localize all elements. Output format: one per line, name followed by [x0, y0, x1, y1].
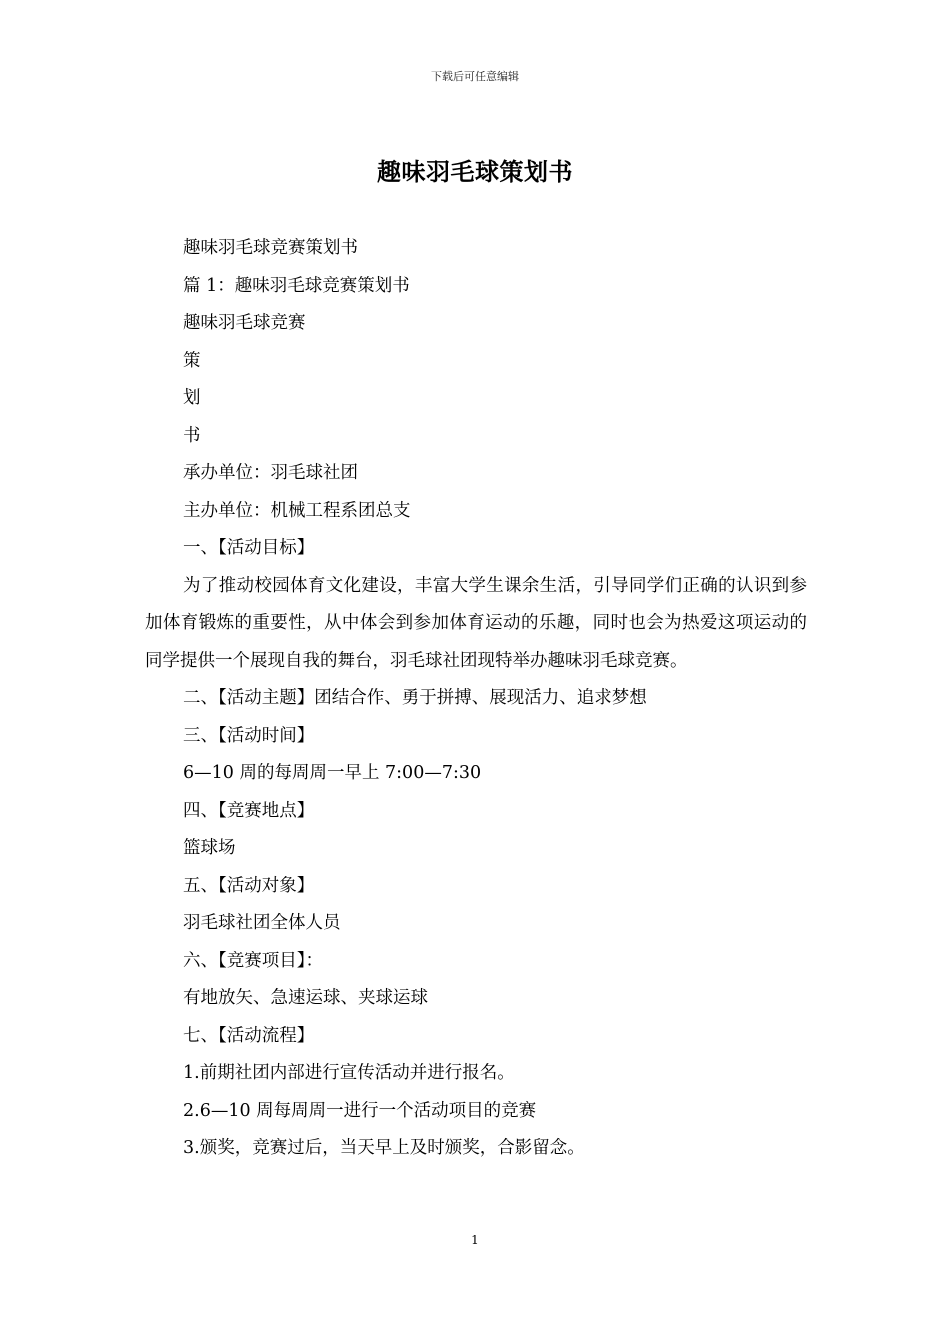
- section-heading: 三、【活动时间】: [183, 725, 315, 746]
- section-heading: 五、【活动对象】: [183, 875, 315, 896]
- list-item: 1.前期社团内部进行宣传活动并进行报名。: [183, 1063, 515, 1083]
- list-item: 2.6—10 周每周周一进行一个活动项目的竞赛: [183, 1100, 537, 1121]
- text-line: 策: [183, 350, 201, 371]
- text-line: 羽毛球社团全体人员: [183, 913, 341, 933]
- document-title: 趣味羽毛球策划书: [377, 157, 573, 186]
- text-line: 篮球场: [183, 838, 236, 858]
- section-heading: 一、【活动目标】: [183, 538, 315, 558]
- text-line: 趣味羽毛球竞赛: [183, 313, 306, 333]
- text-line: 书: [183, 425, 201, 446]
- section-heading: 四、【竞赛地点】: [183, 800, 315, 821]
- page-header-note: 下载后可任意编辑: [431, 70, 519, 83]
- text-line: 划: [183, 388, 201, 408]
- document-body: [145, 230, 807, 1168]
- text-line: 有地放矢、急速运球、夹球运球: [183, 988, 428, 1008]
- section-heading: 二、【活动主题】团结合作、勇于拼搏、展现活力、追求梦想: [183, 688, 647, 708]
- organizer-line: 承办单位：羽毛球社团: [183, 463, 358, 483]
- goal-paragraph: 为了推动校园体育文化建设，丰富大学生课余生活，引导同学们正确的认识到参加体育锻炼的重要性，从中体会到参加体育运动的乐趣，同时也会为热爱这项运动的同学提供一个展现自我的舞台，羽毛球社团现特举办趣味羽毛球竞赛。: [145, 575, 807, 671]
- text-line: 6—10 周的每周周一早上 7:00—7:30: [183, 763, 482, 783]
- text-line: 篇 1：趣味羽毛球竞赛策划书: [183, 275, 410, 296]
- text-line: 趣味羽毛球竞赛策划书: [183, 238, 358, 258]
- section-heading: 六、【竞赛项目】：: [183, 950, 323, 971]
- sponsor-line: 主办单位：机械工程系团总支: [183, 500, 411, 521]
- list-item: 3.颁奖，竞赛过后，当天早上及时颁奖，合影留念。: [183, 1138, 585, 1158]
- page-number: 1: [471, 1233, 479, 1247]
- section-heading: 七、【活动流程】: [183, 1025, 315, 1046]
